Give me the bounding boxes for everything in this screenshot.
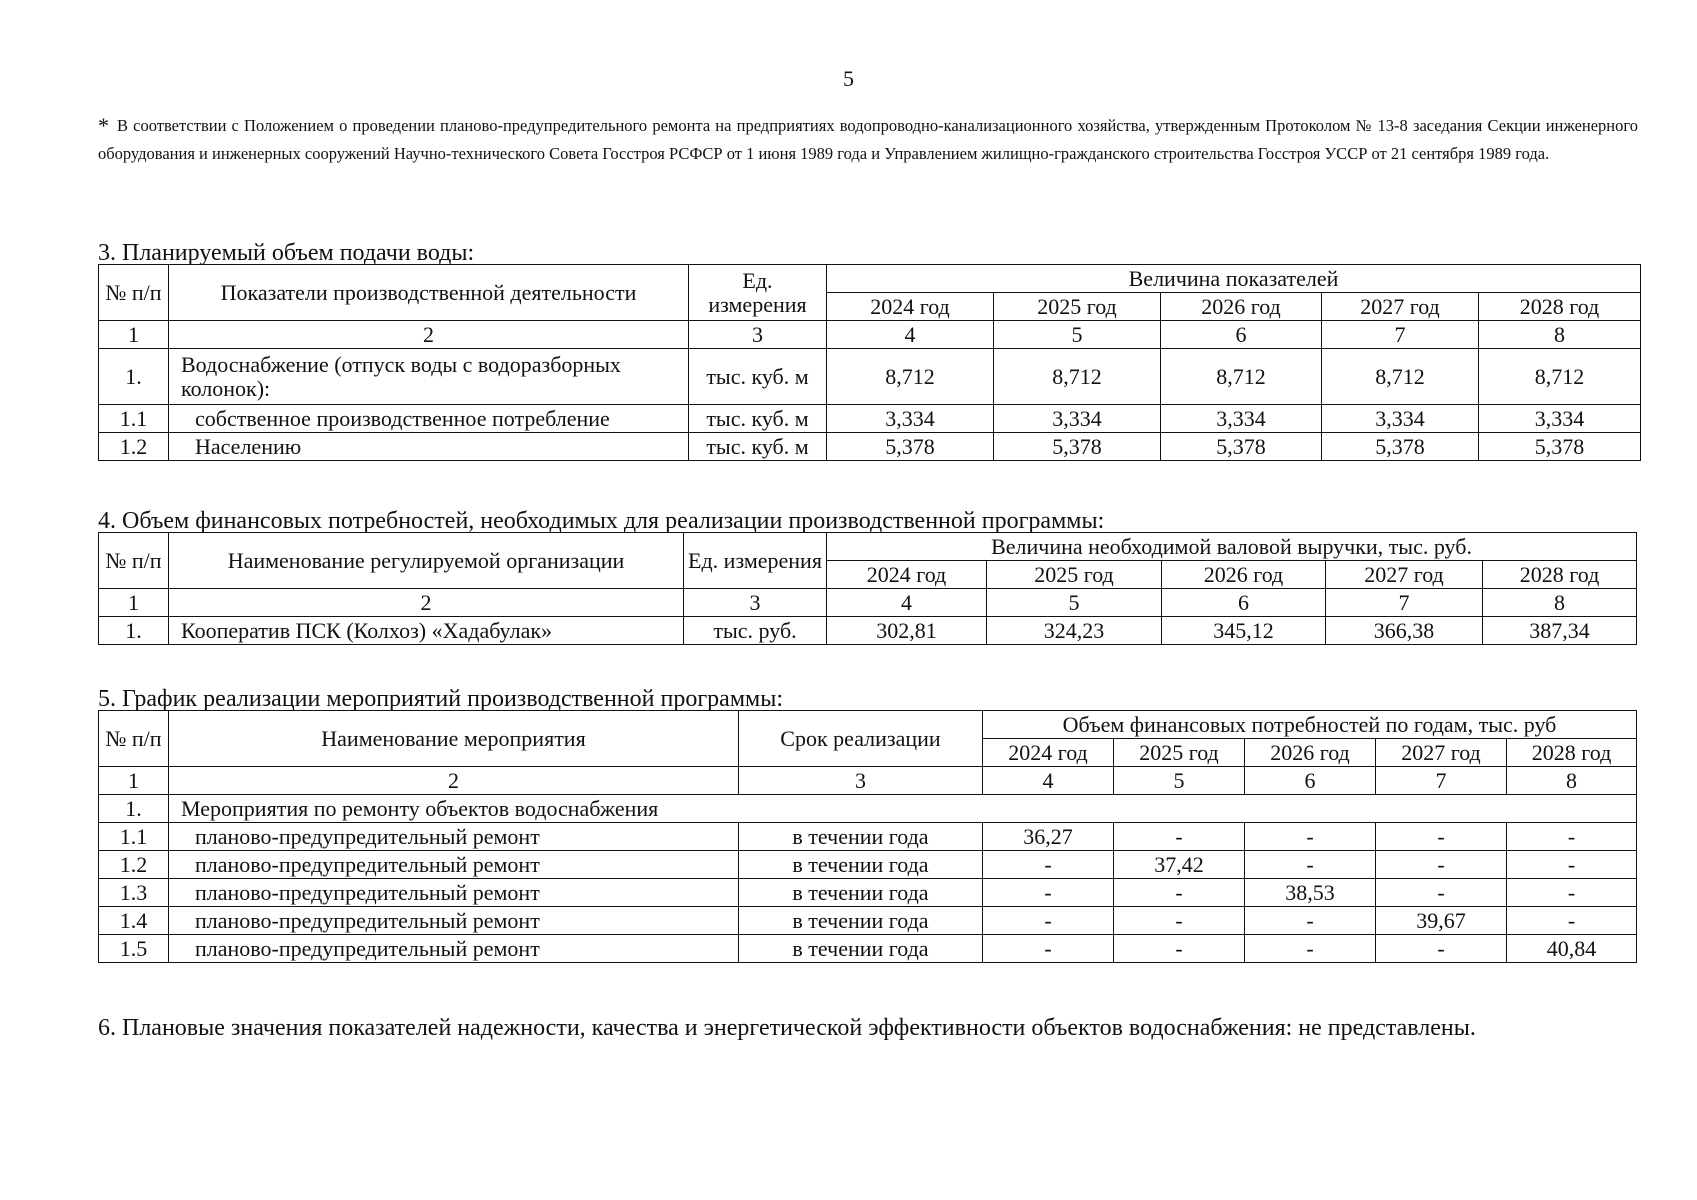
header-year: 2026 год <box>1245 739 1376 767</box>
header-year: 2025 год <box>1114 739 1245 767</box>
row-value: - <box>1507 823 1637 851</box>
financial-needs-table <box>98 532 1637 645</box>
row-term: в течении года <box>739 851 983 879</box>
table-row <box>99 349 1641 405</box>
header-year: 2025 год <box>987 561 1162 589</box>
page-number: 5 <box>843 66 854 91</box>
col-num: 7 <box>1376 767 1507 795</box>
row-num: 1.2 <box>99 851 169 879</box>
row-value: 5,378 <box>1322 433 1479 461</box>
row-term: в течении года <box>739 935 983 963</box>
row-unit: тыс. куб. м <box>689 405 827 433</box>
header-year: 2027 год <box>1322 293 1479 321</box>
row-value: - <box>983 907 1114 935</box>
col-num: 2 <box>169 321 689 349</box>
row-value: 5,378 <box>1479 433 1641 461</box>
row-value: 39,67 <box>1376 907 1507 935</box>
row-name: планово-предупредительный ремонт <box>169 879 739 907</box>
header-year: 2027 год <box>1326 561 1483 589</box>
col-num: 7 <box>1322 321 1479 349</box>
row-value: 3,334 <box>1161 405 1322 433</box>
header-year: 2026 год <box>1162 561 1326 589</box>
row-value: 8,712 <box>1161 349 1322 405</box>
col-num: 5 <box>987 589 1162 617</box>
row-value: 3,334 <box>1479 405 1641 433</box>
header-num: № п/п <box>99 533 169 589</box>
row-value: 3,334 <box>1322 405 1479 433</box>
row-name: планово-предупредительный ремонт <box>169 851 739 879</box>
row-name: планово-предупредительный ремонт <box>169 935 739 963</box>
header-group: Объем финансовых потребностей по годам, тыс. руб <box>983 711 1637 739</box>
row-num: 1.1 <box>99 405 169 433</box>
col-num: 2 <box>169 767 739 795</box>
row-value: - <box>1245 907 1376 935</box>
col-num: 5 <box>1114 767 1245 795</box>
table-row <box>99 935 1637 963</box>
row-name: Кооператив ПСК (Колхоз) «Хадабулак» <box>169 617 684 645</box>
header-year: 2026 год <box>1161 293 1322 321</box>
row-value: 302,81 <box>827 617 987 645</box>
row-value: 5,378 <box>994 433 1161 461</box>
col-num: 3 <box>739 767 983 795</box>
col-num: 6 <box>1162 589 1326 617</box>
row-value: - <box>1114 935 1245 963</box>
header-name: Показатели производственной деятельности <box>169 265 689 321</box>
col-num: 3 <box>689 321 827 349</box>
row-num: 1. <box>99 349 169 405</box>
schedule-table <box>98 710 1637 963</box>
row-value: - <box>1376 935 1507 963</box>
row-num: 1.3 <box>99 879 169 907</box>
header-year: 2025 год <box>994 293 1161 321</box>
column-numbers-row <box>99 321 1641 349</box>
section5-title: 5. График реализации мероприятий производственной программы: <box>98 686 783 712</box>
column-numbers-row <box>99 767 1637 795</box>
row-num: 1.4 <box>99 907 169 935</box>
row-num: 1.5 <box>99 935 169 963</box>
footnote <box>98 112 1638 168</box>
row-value: - <box>983 851 1114 879</box>
footnote-star: * <box>98 113 109 138</box>
header-unit: Ед. измерения <box>684 533 827 589</box>
row-value: 3,334 <box>994 405 1161 433</box>
section4-title: 4. Объем финансовых потребностей, необходимых для реализации производственной программы: <box>98 508 1105 534</box>
header-num: № п/п <box>99 265 169 321</box>
row-unit: тыс. руб. <box>684 617 827 645</box>
row-unit: тыс. куб. м <box>689 349 827 405</box>
col-num: 6 <box>1161 321 1322 349</box>
col-num: 4 <box>827 321 994 349</box>
row-value: - <box>983 879 1114 907</box>
row-value: - <box>1507 851 1637 879</box>
col-num: 3 <box>684 589 827 617</box>
table-row <box>99 433 1641 461</box>
col-num: 1 <box>99 767 169 795</box>
row-value: 366,38 <box>1326 617 1483 645</box>
row-value: 3,334 <box>827 405 994 433</box>
row-value: 387,34 <box>1483 617 1637 645</box>
row-name: Водоснабжение (отпуск воды с водоразборных колонок): <box>169 349 689 405</box>
col-num: 5 <box>994 321 1161 349</box>
row-value: 324,23 <box>987 617 1162 645</box>
table-row <box>99 617 1637 645</box>
header-year: 2028 год <box>1507 739 1637 767</box>
row-value: - <box>983 935 1114 963</box>
row-value: 38,53 <box>1245 879 1376 907</box>
row-value: 36,27 <box>983 823 1114 851</box>
header-name: Наименование мероприятия <box>169 711 739 767</box>
section6-text: 6. Плановые значения показателей надежности, качества и энергетической эффективности объектов водоснабжения: не представлены. <box>98 1015 1476 1041</box>
table-row <box>99 405 1641 433</box>
table-row <box>99 851 1637 879</box>
row-term: в течении года <box>739 907 983 935</box>
row-num: 1.2 <box>99 433 169 461</box>
row-value: 8,712 <box>1322 349 1479 405</box>
water-supply-table <box>98 264 1641 461</box>
row-value: - <box>1507 879 1637 907</box>
row-value: 8,712 <box>1479 349 1641 405</box>
header-year: 2024 год <box>827 293 994 321</box>
row-num: 1.1 <box>99 823 169 851</box>
row-value: 345,12 <box>1162 617 1326 645</box>
header-term: Срок реализации <box>739 711 983 767</box>
table-row <box>99 879 1637 907</box>
col-num: 8 <box>1483 589 1637 617</box>
col-num: 6 <box>1245 767 1376 795</box>
col-num: 2 <box>169 589 684 617</box>
col-num: 4 <box>827 589 987 617</box>
row-value: 5,378 <box>1161 433 1322 461</box>
row-value: - <box>1245 851 1376 879</box>
row-name: планово-предупредительный ремонт <box>169 823 739 851</box>
table-row <box>99 823 1637 851</box>
row-value: - <box>1114 879 1245 907</box>
col-num: 1 <box>99 321 169 349</box>
row-value: 8,712 <box>827 349 994 405</box>
row-num: 1. <box>99 617 169 645</box>
col-num: 4 <box>983 767 1114 795</box>
header-year: 2024 год <box>983 739 1114 767</box>
header-group: Величина необходимой валовой выручки, тыс. руб. <box>827 533 1637 561</box>
row-value: - <box>1114 823 1245 851</box>
group-row <box>99 795 1637 823</box>
col-num: 8 <box>1479 321 1641 349</box>
header-year: 2028 год <box>1483 561 1637 589</box>
row-value: - <box>1114 907 1245 935</box>
header-group: Величина показателей <box>827 265 1641 293</box>
header-unit: Ед. измерения <box>689 265 827 321</box>
row-name: Населению <box>169 433 689 461</box>
row-value: 40,84 <box>1507 935 1637 963</box>
row-value: - <box>1376 823 1507 851</box>
row-num: 1. <box>99 795 169 823</box>
col-num: 7 <box>1326 589 1483 617</box>
footnote-text: В соответствии с Положением о проведении планово-предупредительного ремонта на предприятиях водопроводно-канализационного хозяйства, утвержденным Протоколом № 13-8 заседания Секции инженерного оборудования и инженерных сооружений Научно-технического Совета Госстроя РСФСР от 1 июня 1989 года и Управлением жилищно-гражданского строительства Госстроя УССР от 21 сентября 1989 года. <box>98 116 1638 163</box>
row-term: в течении года <box>739 879 983 907</box>
column-numbers-row <box>99 589 1637 617</box>
table-row <box>99 907 1637 935</box>
row-value: - <box>1507 907 1637 935</box>
row-value: - <box>1376 879 1507 907</box>
header-year: 2027 год <box>1376 739 1507 767</box>
col-num: 1 <box>99 589 169 617</box>
row-name: планово-предупредительный ремонт <box>169 907 739 935</box>
section3-title: 3. Планируемый объем подачи воды: <box>98 240 475 266</box>
row-name: собственное производственное потребление <box>169 405 689 433</box>
row-value: 8,712 <box>994 349 1161 405</box>
row-value: - <box>1245 935 1376 963</box>
header-num: № п/п <box>99 711 169 767</box>
header-name: Наименование регулируемой организации <box>169 533 684 589</box>
row-unit: тыс. куб. м <box>689 433 827 461</box>
row-name: Мероприятия по ремонту объектов водоснабжения <box>169 795 1637 823</box>
row-value: - <box>1245 823 1376 851</box>
col-num: 8 <box>1507 767 1637 795</box>
row-value: - <box>1376 851 1507 879</box>
header-year: 2028 год <box>1479 293 1641 321</box>
row-value: 37,42 <box>1114 851 1245 879</box>
header-year: 2024 год <box>827 561 987 589</box>
row-value: 5,378 <box>827 433 994 461</box>
row-term: в течении года <box>739 823 983 851</box>
